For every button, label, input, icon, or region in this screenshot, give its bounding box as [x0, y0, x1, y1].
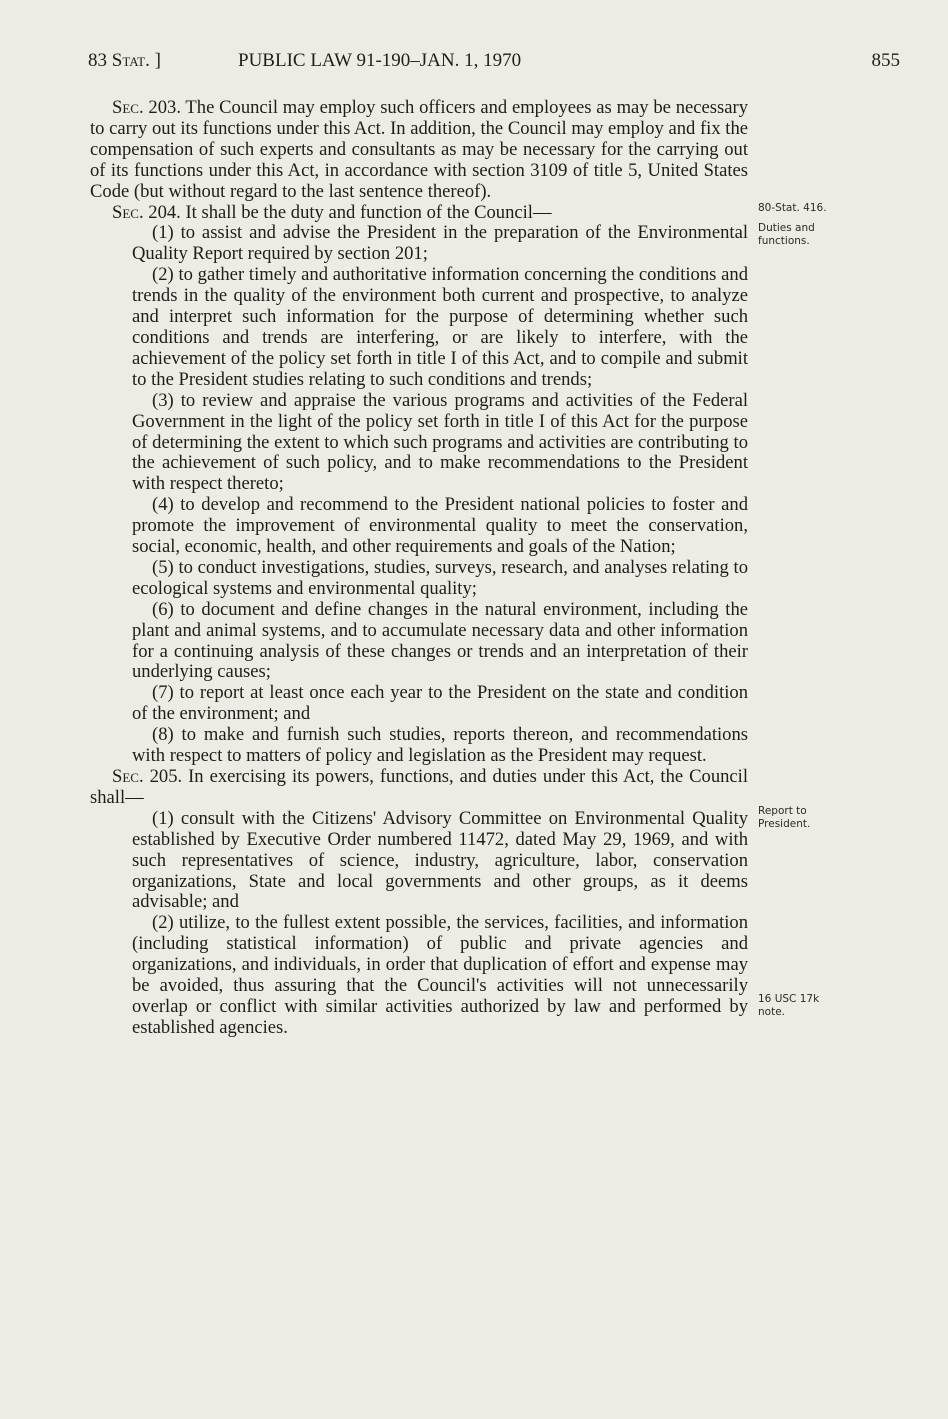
section-204-item-1: (1) to assist and advise the President in the preparation of the Environmental Quality Report required by section 201;: [132, 222, 748, 265]
section-205-item-1: (1) consult with the Citizens' Advisory Committee on Environmental Quality established by Executive Order numbered 11472, dated May 29, 1969, and with such representatives of science, industry, agriculture, labor, conservation organizations, State and local governments and other groups, as it deems advisable; and: [132, 807, 748, 913]
section-204-item-6: (6) to document and define changes in the natural environment, including the plant and animal systems, and to accumulate necessary data and other information for a continuing analysis of these changes or trends and an interpretation of their underlying causes;: [132, 598, 748, 683]
section-204-item-3: (3) to review and appraise the various programs and activities of the Federal Government in the light of the policy set forth in title I of this Act for the purpose of determining the extent to which such programs and activities are contributing to the achievement of such policy, and to make recommendations to the President with respect thereto;: [132, 389, 748, 495]
section-204: Sec. 204. It shall be the duty and function of the Council—: [112, 201, 552, 223]
section-203: Sec. 203. The Council may employ such officers and employees as may be necessary to carry out its functions under this Act. In addition, the Council may employ and fix the compensation of such experts and consultants as may be necessary for the carrying out of its functions under this Act, in accordance with section 3109 of title 5, United States Code (but without regard to the last sentence thereof).: [90, 97, 748, 202]
running-header: [88, 50, 900, 74]
statute-citation: 83 Stat. ]: [88, 50, 161, 71]
page-title: PUBLIC LAW 91-190–JAN. 1, 1970: [238, 50, 522, 71]
section-205: Sec. 205. In exercising its powers, functions, and duties under this Act, the Council shall—: [90, 766, 748, 808]
margin-note-report: [758, 805, 868, 831]
section-204-item-2: (2) to gather timely and authoritative information concerning the conditions and trends in the quality of the environment both current and prospective, to analyze and interpret such information for the purpose of determining whether such conditions and trends are interfering, or are likely to interfere, with the achievement of the policy set forth in title I of this Act, and to compile and submit to the President studies relating to such conditions and trends;: [132, 264, 748, 390]
margin-note-line: President.: [758, 818, 811, 830]
margin-note-stat-ref: [758, 202, 868, 215]
section-204-item-4: (4) to develop and recommend to the President national policies to foster and promote the improvement of environmental quality to meet the conservation, social, economic, health, and other requirements and goals of the Nation;: [132, 494, 748, 558]
section-205-item-2: (2) utilize, to the fullest extent possible, the services, facilities, and information (including statistical information) of public and private agencies and organizations, and individuals, in order that duplication of effort and expense may be avoided, thus assuring that the Council's activities will not unnecessarily overlap or conflict with similar activities authorized by law and performed by established agencies.: [132, 912, 748, 1038]
margin-note-line: 80-Stat. 416.: [758, 202, 827, 214]
section-204-item-7: (7) to report at least once each year to the President on the state and condition of the environment; and: [132, 682, 748, 725]
section-204-item-8: (8) to make and furnish such studies, reports thereon, and recommendations with respect to matters of policy and legislation as the President may request.: [132, 724, 748, 767]
margin-note-line: Report to: [758, 805, 807, 817]
page-number: 855: [871, 50, 900, 71]
margin-note-line: Duties and: [758, 222, 815, 234]
margin-note-usc: [758, 993, 868, 1019]
margin-note-line: 16 USC 17k: [758, 993, 820, 1005]
margin-note-line: note.: [758, 1006, 785, 1018]
margin-note-line: functions.: [758, 235, 810, 247]
margin-note-duties: [758, 222, 868, 248]
section-204-item-5: (5) to conduct investigations, studies, surveys, research, and analyses relating to ecological systems and environmental quality;: [132, 556, 748, 599]
statute-body: [90, 98, 748, 1039]
